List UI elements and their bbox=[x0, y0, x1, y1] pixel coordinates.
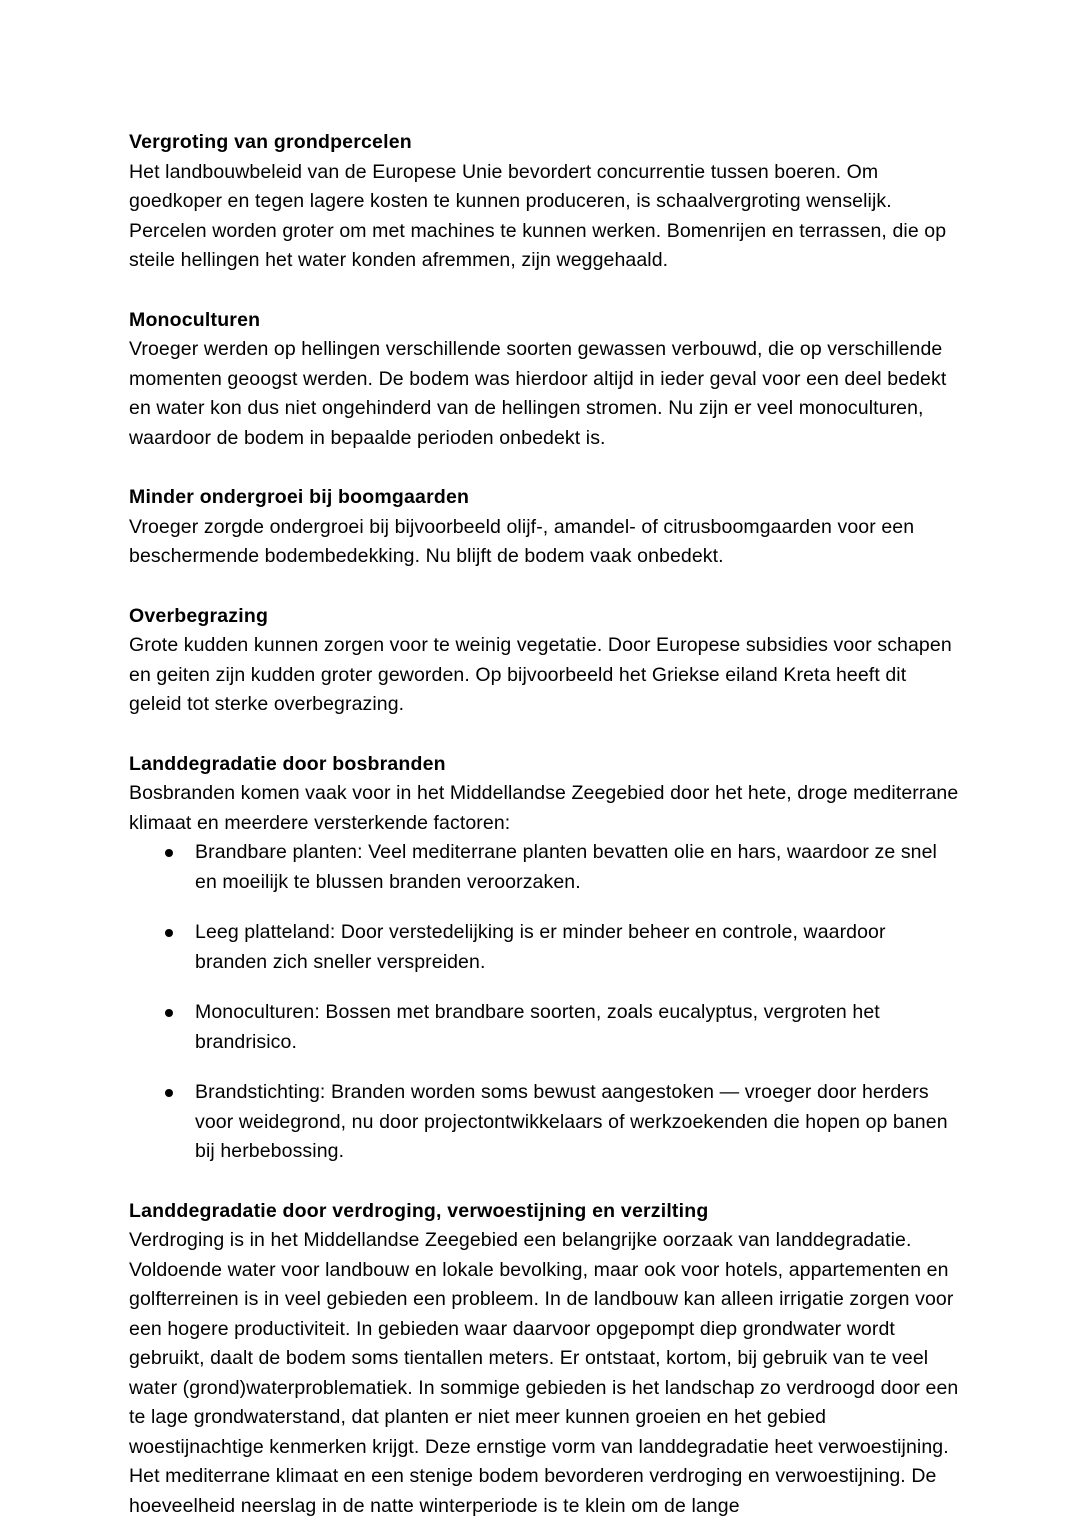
section-paragraph: Grote kudden kunnen zorgen voor te weinig vegetatie. Door Europese subsidies voor schapen en geiten zijn kudden groter geworden. Op bijvoorbeeld het Griekse eiland Kreta heeft dit geleid tot sterke overbegrazing. bbox=[129, 634, 952, 715]
list-item-label: Leeg platteland: Door verstedelijking is er minder beheer en controle, waardoor branden zich sneller verspreiden. bbox=[195, 921, 886, 973]
section-landdegradatie-door-bosbranden bbox=[129, 750, 959, 1167]
section-heading: Vergroting van grondpercelen bbox=[129, 131, 412, 153]
bullet-point-icon bbox=[165, 849, 173, 857]
section-overbegrazing bbox=[129, 602, 959, 720]
section-heading: Minder ondergroei bij boomgaarden bbox=[129, 486, 470, 508]
list-item-label: Brandstichting: Branden worden soms bewust aangestoken — vroeger door herders voor weidegrond, nu door projectontwikkelaars of werkzoekenden die hopen op banen bij herbebossing. bbox=[195, 1081, 948, 1162]
section-vergroting-van-grondpercelen bbox=[129, 128, 959, 276]
bullet-point-icon bbox=[165, 1009, 173, 1017]
list-item-label: Monoculturen: Bossen met brandbare soorten, zoals eucalyptus, vergroten het brandrisico. bbox=[195, 1001, 880, 1053]
section-heading: Overbegrazing bbox=[129, 604, 269, 627]
list-item bbox=[129, 918, 959, 977]
section-paragraph: Bosbranden komen vaak voor in het Middellandse Zeegebied door het hete, droge mediterrane klimaat en meerdere versterkende factoren: bbox=[129, 782, 959, 834]
bosbranden-factor-list bbox=[129, 838, 959, 1167]
section-heading: Landdegradatie door bosbranden bbox=[129, 752, 446, 775]
section-heading: Landdegradatie door verdroging, verwoestijning en verzilting bbox=[129, 1199, 709, 1222]
section-paragraph: Vroeger zorgde ondergroei bij bijvoorbeeld olijf-, amandel- of citrusboomgaarden voor een beschermende bodembedekking. Nu blijft de bodem vaak onbedekt. bbox=[129, 515, 915, 567]
list-item bbox=[129, 998, 959, 1057]
section-paragraph: Verdroging is in het Middellandse Zeegebied een belangrijke oorzaak van landdegradatie. Voldoende water voor landbouw en lokale bevolking, maar ook voor hotels, appartementen en golfterreinen is in veel gebieden een probleem. In de landbouw kan alleen irrigatie zorgen voor een hogere productiviteit. In gebieden waar daarvoor opgepompt diep grondwater wordt gebruikt, daalt de bodem soms tientallen meters. Er ontstaat, kortom, bij gebruik van te veel water (grond)waterproblematiek. In sommige gebieden is het landschap zo verdroogd door een te lage grondwaterstand, dat planten er niet meer kunnen groeien en het gebied woestijnachtige kenmerken krijgt. Deze ernstige vorm van landdegradatie heet verwoestijning. Het mediterrane klimaat en een stenige bodem bevorderen verdroging en verwoestijning. De hoeveelheid neerslag in de natte winterperiode is te klein om de lange bbox=[129, 1229, 959, 1517]
section-monoculturen bbox=[129, 306, 959, 454]
list-item bbox=[129, 1078, 959, 1167]
bullet-point-icon bbox=[165, 929, 173, 937]
section-minder-ondergroei-bij-boomgaarden bbox=[129, 483, 959, 572]
section-landdegradatie-door-verdroging bbox=[129, 1197, 959, 1522]
bullet-point-icon bbox=[165, 1089, 173, 1097]
list-item bbox=[129, 838, 959, 897]
list-item-label: Brandbare planten: Veel mediterrane planten bevatten olie en hars, waardoor ze snel en moeilijk te blussen branden veroorzaken. bbox=[195, 841, 937, 893]
section-heading: Monoculturen bbox=[129, 308, 261, 331]
document-body bbox=[129, 128, 959, 1521]
section-paragraph: Vroeger werden op hellingen verschillende soorten gewassen verbouwd, die op verschillende momenten geoogst werden. De bodem was hierdoor altijd in ieder geval voor een deel bedekt en water kon dus niet ongehinderd van de hellingen stromen. Nu zijn er veel monoculturen, waardoor de bodem in bepaalde perioden onbedekt is. bbox=[129, 338, 947, 449]
section-paragraph: Het landbouwbeleid van de Europese Unie bevordert concurrentie tussen boeren. Om goedkoper en tegen lagere kosten te kunnen produceren, is schaalvergroting wenselijk. Percelen worden groter om met machines te kunnen werken. Bomenrijen en terrassen, die op steile hellingen het water konden afremmen, zijn weggehaald. bbox=[129, 160, 947, 271]
